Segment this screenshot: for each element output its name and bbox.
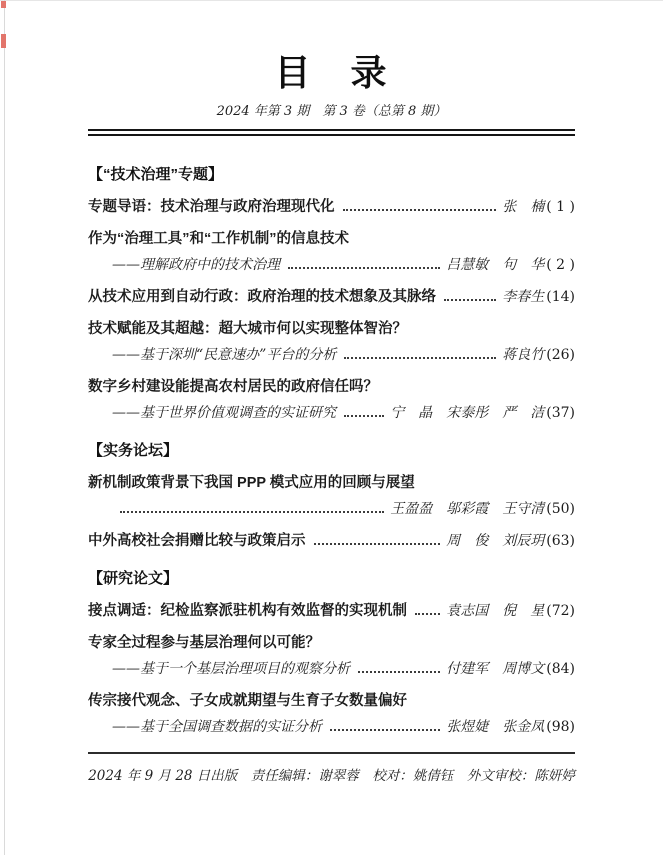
entry-line xyxy=(88,714,575,740)
toc-entry xyxy=(88,374,575,426)
entry-line xyxy=(88,194,575,220)
toc-list xyxy=(88,162,575,740)
entry-page-number: ( 1 ) xyxy=(546,198,575,215)
rule-bottom-line xyxy=(88,134,575,136)
entry-subtitle: ——理解政府中的技术治理 xyxy=(112,256,280,273)
entry-title: 接点调适：纪检监察派驻机构有效监督的实现机制 xyxy=(88,602,407,619)
dot-leader xyxy=(344,415,384,417)
entry-page-number: (14) xyxy=(546,288,575,305)
entry-line xyxy=(88,342,575,368)
entry-page-number: (84) xyxy=(546,660,575,677)
scan-red-mark-top xyxy=(1,1,6,8)
scan-red-mark-bottom xyxy=(1,34,6,48)
toc-entry xyxy=(88,316,575,368)
entry-page-number: (63) xyxy=(546,532,575,549)
entry-page-number: (37) xyxy=(546,404,575,421)
dot-leader xyxy=(344,357,496,359)
entry-line xyxy=(88,374,575,400)
entry-line xyxy=(88,630,575,656)
entry-page-number: (50) xyxy=(546,500,575,517)
section-heading: 【实务论坛】 xyxy=(88,441,179,459)
dot-leader xyxy=(444,299,496,301)
dot-leader xyxy=(415,613,440,615)
section-heading: 【研究论文】 xyxy=(88,569,179,587)
dot-leader xyxy=(120,511,384,513)
entry-page-number: (26) xyxy=(546,346,575,363)
entry-subtitle: ——基于深圳“民意速办”平台的分析 xyxy=(112,346,337,363)
dot-leader xyxy=(343,209,497,211)
entry-line xyxy=(88,528,575,554)
entry-authors: 张 楠 xyxy=(502,198,545,215)
entry-line xyxy=(88,496,575,522)
entry-line xyxy=(88,252,575,278)
entry-authors: 王盈盈 邬彩霞 王守清 xyxy=(390,500,545,517)
scan-edge-top xyxy=(0,0,663,1)
entry-title: 专题导语：技术治理与政府治理现代化 xyxy=(88,198,335,215)
entry-authors: 蒋良竹 xyxy=(502,346,545,363)
entry-page-number: (72) xyxy=(546,602,575,619)
entry-title: 数字乡村建设能提高农村居民的政府信任吗？ xyxy=(88,378,378,395)
toc-entry xyxy=(88,470,575,522)
entry-line xyxy=(88,400,575,426)
entry-title: 专家全过程参与基层治理何以可能？ xyxy=(88,634,320,651)
entry-authors: 宁 晶 宋泰彤 严 洁 xyxy=(390,404,545,421)
dot-leader xyxy=(358,671,440,673)
toc-entry xyxy=(88,688,575,740)
dot-leader xyxy=(314,543,441,545)
dot-leader xyxy=(330,729,440,731)
entry-line xyxy=(88,316,575,342)
toc-entry xyxy=(88,284,575,310)
entry-line xyxy=(88,688,575,714)
entry-page-number: ( 2 ) xyxy=(546,256,575,273)
entry-title: 技术赋能及其超越：超大城市何以实现整体智治？ xyxy=(88,320,407,337)
toc-entry xyxy=(88,630,575,682)
entry-title: 从技术应用到自动行政：政府治理的技术想象及其脉络 xyxy=(88,288,436,305)
entry-title: 作为“治理工具”和“工作机制”的信息技术 xyxy=(88,230,349,247)
toc-entry xyxy=(88,598,575,624)
section-heading: 【“技术治理”专题】 xyxy=(88,165,224,183)
toc-entry xyxy=(88,226,575,278)
issue-line: 2024 年第 3 期 第 3 卷（总第 8 期） xyxy=(216,103,447,119)
toc-entry xyxy=(88,194,575,220)
entry-subtitle: ——基于全国调查数据的实证分析 xyxy=(112,718,322,735)
entry-authors: 李春生 xyxy=(502,288,545,305)
entry-subtitle: ——基于一个基层治理项目的观察分析 xyxy=(112,660,350,677)
entry-title: 中外高校社会捐赠比较与政策启示 xyxy=(88,532,306,549)
entry-line xyxy=(88,284,575,310)
entry-line xyxy=(88,598,575,624)
entry-authors: 周 俊 刘辰玥 xyxy=(446,532,545,549)
entry-authors: 张煜婕 张金凤 xyxy=(446,718,545,735)
entry-authors: 付建军 周博文 xyxy=(446,660,545,677)
toc-entry xyxy=(88,528,575,554)
entry-line xyxy=(88,226,575,252)
entry-line xyxy=(88,470,575,496)
entry-title: 新机制政策背景下我国 PPP 模式应用的回顾与展望 xyxy=(88,474,415,491)
header-double-rule xyxy=(88,129,575,136)
footer-publication-line: 2024 年 9 月 28 日出版 责任编辑：谢翠蓉 校对：姚倩钰 外文审校：陈妍婷 xyxy=(88,768,575,784)
entry-authors: 吕慧敏 句 华 xyxy=(446,256,545,273)
page-title: 目 录 xyxy=(274,52,389,94)
entry-line xyxy=(88,656,575,682)
entry-page-number: (98) xyxy=(546,718,575,735)
entry-subtitle: ——基于世界价值观调查的实证研究 xyxy=(112,404,336,421)
footer-rule xyxy=(88,752,575,754)
dot-leader xyxy=(288,267,440,269)
entry-title: 传宗接代观念、子女成就期望与生育子女数量偏好 xyxy=(88,692,407,709)
scan-edge-left xyxy=(4,0,5,855)
entry-authors: 袁志国 倪 星 xyxy=(446,602,545,619)
